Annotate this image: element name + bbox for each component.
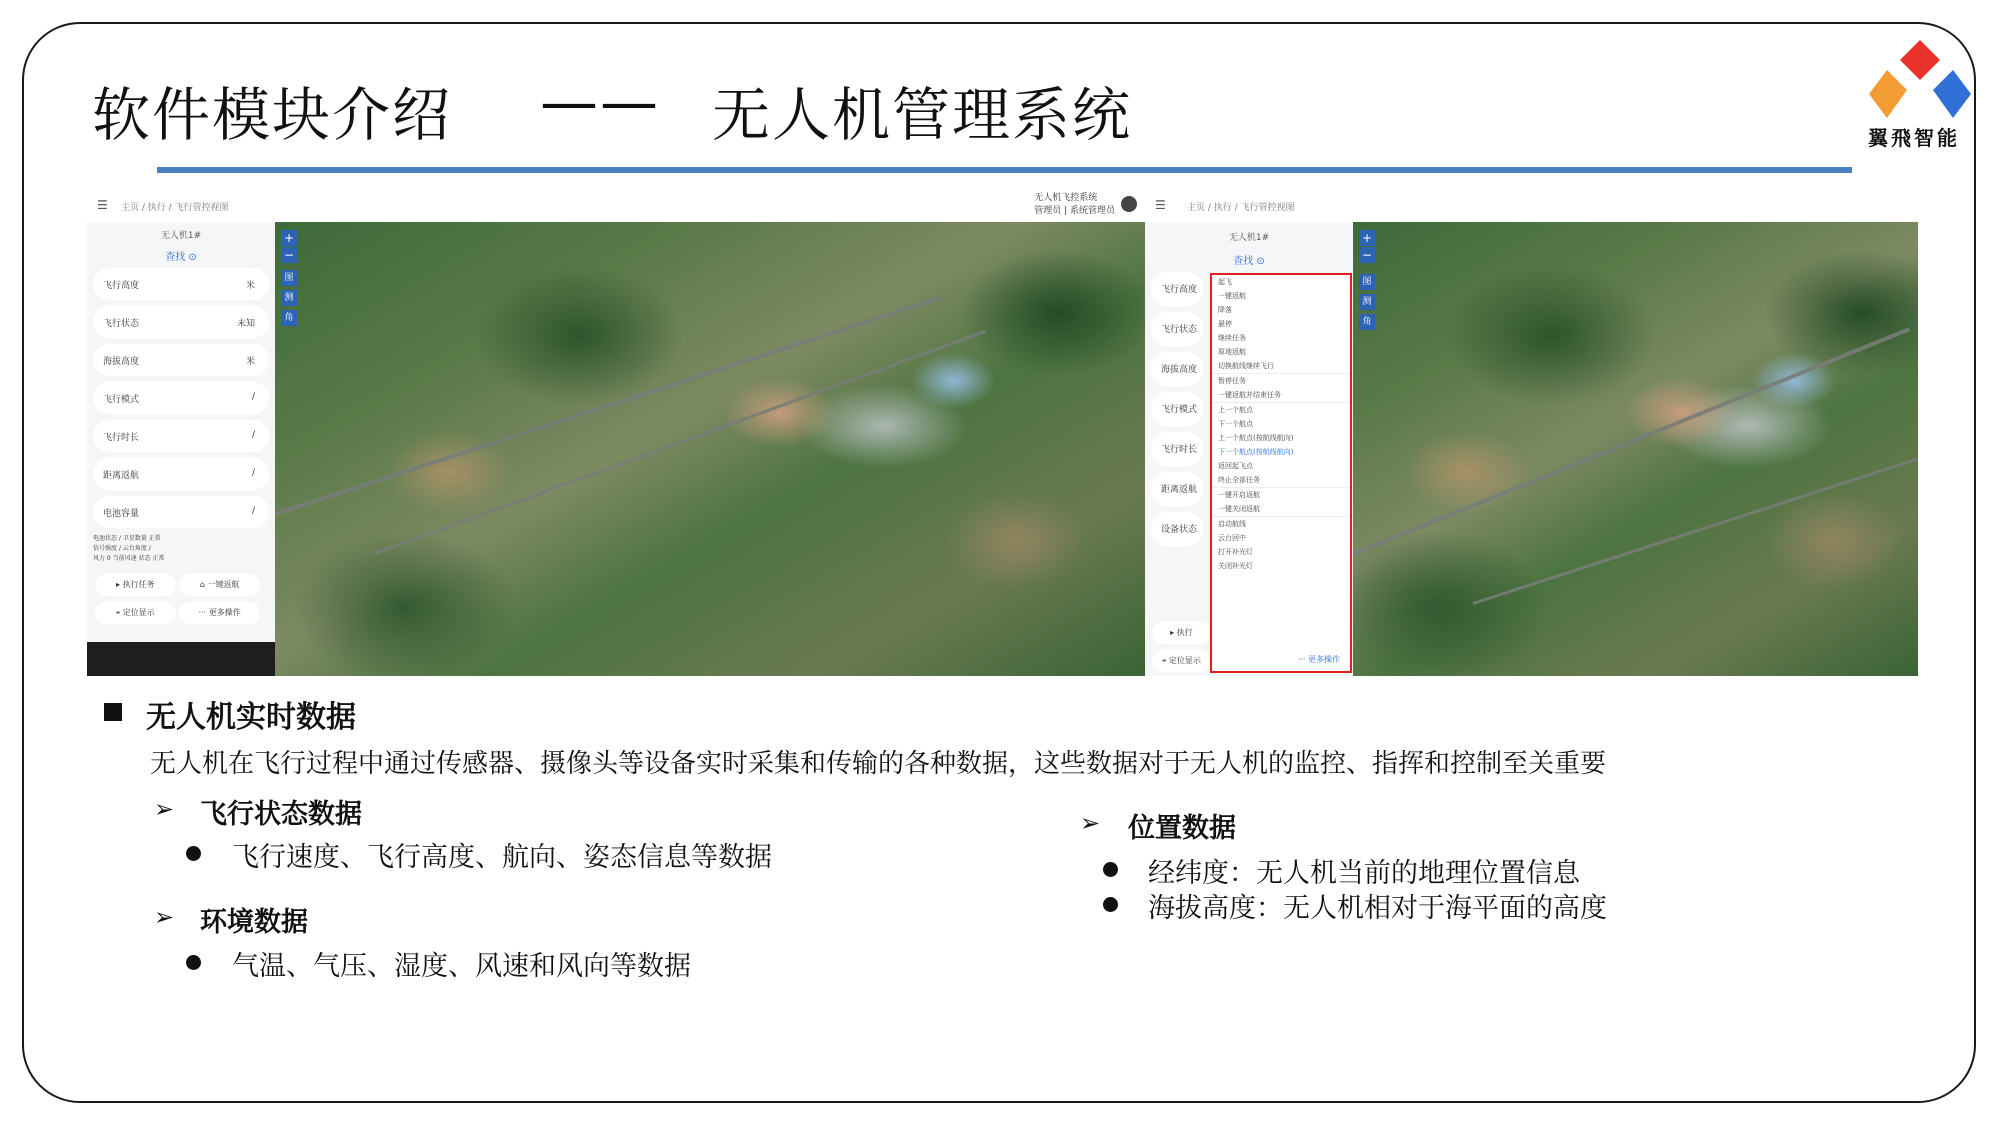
zoom-in-button[interactable]: + <box>1359 230 1375 246</box>
data-row: 飞行状态 <box>1151 312 1203 346</box>
menu-item[interactable]: 关闭补光灯 <box>1218 562 1253 570</box>
data-row: 飞行高度 <box>1151 272 1203 306</box>
panel-footer <box>87 642 275 676</box>
menu-item[interactable]: 上一个航点 <box>1218 406 1253 414</box>
menu-item[interactable]: 悬停 <box>1218 320 1232 328</box>
list-item: 海拔高度：无人机相对于海平面的高度 <box>1148 893 1607 924</box>
system-name: 无人机飞控系统 <box>1034 193 1098 203</box>
panel-title: 无人机1# <box>1228 233 1270 243</box>
map-tool-angle[interactable]: 角 <box>1359 314 1375 330</box>
menu-item[interactable]: 返回起飞点 <box>1218 462 1253 470</box>
menu-item[interactable]: 下一个航点 <box>1218 420 1253 428</box>
data-row: 飞行状态 未知 <box>93 306 269 338</box>
menu-item[interactable]: 一键返航 <box>1218 292 1246 300</box>
menu-item[interactable]: 一键关闭返航 <box>1218 505 1260 513</box>
avatar[interactable] <box>1121 196 1137 212</box>
logo-text: 翼飛智能 <box>1868 126 1960 150</box>
menu-item[interactable]: 原地返航 <box>1218 348 1246 356</box>
map-tools <box>1359 274 1375 334</box>
locate-button[interactable]: ⌖ 定位显示 <box>1152 650 1212 672</box>
map-tool-measure[interactable]: 测 <box>1359 294 1375 310</box>
arrow-bullet-icon: ➢ <box>1080 809 1101 837</box>
more-actions-button[interactable]: ··· 更多操作 <box>179 602 260 624</box>
action-buttons <box>93 574 269 630</box>
title-underline <box>157 167 1852 173</box>
menu-icon[interactable]: ☰ <box>97 198 108 212</box>
square-bullet-icon <box>104 703 122 721</box>
menu-items <box>1212 275 1350 573</box>
zoom-out-button[interactable]: − <box>281 247 297 263</box>
search-link[interactable]: 查找 ⊙ <box>165 252 197 263</box>
data-row: 飞行时长 / <box>93 420 269 452</box>
map-road <box>374 330 986 555</box>
logo-diamond-red <box>1900 40 1940 80</box>
execute-task-button[interactable]: ▸ 执行任务 <box>95 574 176 596</box>
menu-item[interactable]: 继续任务 <box>1218 334 1246 342</box>
menu-item[interactable]: 切换航线继续飞行 <box>1218 362 1274 370</box>
menu-icon[interactable]: ☰ <box>1155 198 1166 212</box>
group-title: 位置数据 <box>1128 813 1236 844</box>
menu-item[interactable]: 云台回中 <box>1218 534 1246 542</box>
section-heading: 无人机实时数据 <box>146 700 356 735</box>
map-road <box>275 296 941 516</box>
dot-bullet-icon <box>1103 862 1118 877</box>
user-info: 管理员 | 系统管理员 <box>1034 206 1115 216</box>
menu-item[interactable]: 一键开启返航 <box>1218 491 1260 499</box>
more-actions-link[interactable]: ··· 更多操作 <box>1297 655 1340 664</box>
menu-item[interactable]: 上一个航点(按航线航向) <box>1218 434 1294 442</box>
map-tools <box>281 270 297 330</box>
data-row: 飞行模式 / <box>93 382 269 414</box>
data-row: 飞行高度 米 <box>93 268 269 300</box>
arrow-bullet-icon: ➢ <box>154 795 175 823</box>
breadcrumb[interactable]: 主页 / 执行 / 飞行管控视图 <box>1187 203 1295 213</box>
dot-bullet-icon <box>1103 897 1118 912</box>
data-row: 海拔高度 米 <box>93 344 269 376</box>
zoom-control <box>281 230 297 264</box>
data-row: 海拔高度 <box>1151 352 1203 386</box>
data-row: 设备状态 <box>1151 512 1203 546</box>
arrow-bullet-icon: ➢ <box>154 903 175 931</box>
logo-diamond-blue <box>1933 70 1971 118</box>
menu-item[interactable]: 降落 <box>1218 306 1232 314</box>
slide-title-left: 软件模块介绍 <box>92 81 453 149</box>
menu-item[interactable]: 暂停任务 <box>1218 377 1246 385</box>
search-link[interactable]: 查找 ⊙ <box>1233 256 1265 267</box>
map-road <box>1473 448 1918 605</box>
group-title: 飞行状态数据 <box>200 799 362 830</box>
breadcrumb[interactable]: 主页 / 执行 / 飞行管控视图 <box>121 203 229 213</box>
top-bar <box>1145 188 1918 222</box>
zoom-out-button[interactable]: − <box>1359 247 1375 263</box>
satellite-map[interactable] <box>275 222 1145 676</box>
dot-bullet-icon <box>186 955 201 970</box>
menu-item[interactable]: 打开补光灯 <box>1218 548 1253 556</box>
map-tool-layer[interactable]: 图 <box>1359 274 1375 290</box>
map-road <box>1353 327 1910 555</box>
status-summary: 电池状态 / 卫星数量 正常 信号强度 / 云台角度 / 风力 0 当前风速 状态 正常 <box>93 535 165 562</box>
menu-item[interactable]: 启动航线 <box>1218 520 1246 528</box>
menu-item[interactable]: 终止全部任务 <box>1218 476 1260 484</box>
screenshot-left <box>87 188 1145 676</box>
list-item: 气温、气压、湿度、风速和风向等数据 <box>232 951 691 982</box>
data-row: 飞行时长 <box>1151 432 1203 466</box>
slide-title-right: 无人机管理系统 <box>712 81 1133 149</box>
map-tool-angle[interactable]: 角 <box>281 310 297 326</box>
menu-item[interactable]: 一键返航并结束任务 <box>1218 391 1281 399</box>
title-dash: —— <box>540 68 660 136</box>
zoom-in-button[interactable]: + <box>281 230 297 246</box>
dot-bullet-icon <box>186 846 201 861</box>
top-bar <box>87 188 1145 222</box>
locate-button[interactable]: ⌖ 定位显示 <box>95 602 176 624</box>
data-row: 电池容量 / <box>93 496 269 528</box>
data-row: 距离返航 <box>1151 472 1203 506</box>
system-info <box>1034 192 1115 218</box>
menu-item[interactable]: 起飞 <box>1218 278 1232 286</box>
list-item: 经纬度：无人机当前的地理位置信息 <box>1148 858 1580 889</box>
map-tool-layer[interactable]: 图 <box>281 270 297 286</box>
drone-panel <box>87 222 275 676</box>
action-buttons <box>1151 622 1213 676</box>
execute-button[interactable]: ▸ 执行 <box>1152 622 1212 644</box>
section-intro: 无人机在飞行过程中通过传感器、摄像头等设备实时采集和传输的各种数据，这些数据对于无人机的监控、指挥和控制至关重要 <box>150 749 1607 779</box>
group-title: 环境数据 <box>200 907 308 938</box>
return-home-button[interactable]: ⌂ 一键返航 <box>179 574 260 596</box>
list-item: 飞行速度、飞行高度、航向、姿态信息等数据 <box>232 842 772 873</box>
map-tool-measure[interactable]: 测 <box>281 290 297 306</box>
data-row: 距离返航 / <box>93 458 269 490</box>
satellite-map[interactable] <box>1353 222 1918 676</box>
data-row: 飞行模式 <box>1151 392 1203 426</box>
logo-diamond-orange <box>1869 70 1907 118</box>
menu-item[interactable]: 下一个航点(按航线航向) <box>1218 448 1294 456</box>
panel-title: 无人机1# <box>160 231 202 241</box>
zoom-control <box>1359 230 1375 264</box>
command-dropdown-menu <box>1210 273 1352 673</box>
